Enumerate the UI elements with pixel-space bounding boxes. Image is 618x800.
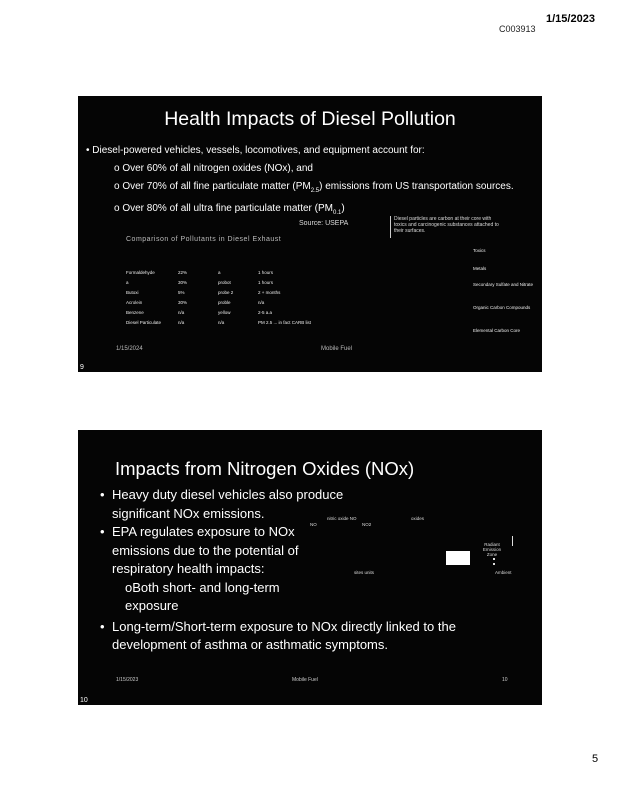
document-id: C003913 — [499, 24, 536, 34]
table-cell: probot — [218, 280, 231, 285]
page-number: 5 — [592, 753, 599, 765]
footer-center: Mobile Fuel — [292, 677, 318, 683]
bullet-item: • EPA regulates exposure to NOx emissions due to the potential of respiratory health impacts: — [100, 524, 299, 576]
footer-date: 1/15/2024 — [116, 346, 143, 352]
layer-label: Secondary Sulfate and Nitrate — [473, 282, 534, 287]
slide-number: 9 — [80, 364, 84, 371]
layer-label: Elemental Carbon Core — [473, 328, 521, 333]
table-cell: 2 + months — [258, 290, 281, 295]
figure-label: oxides — [411, 516, 425, 521]
figure-dot — [493, 563, 495, 565]
slide-number: 10 — [80, 697, 88, 704]
sub-bullet-pm01: o Over 80% of all ultra fine particulate matter $(PM_{0.1})$ — [114, 203, 345, 216]
table-cell: 30% — [178, 300, 188, 305]
bullet-list — [86, 142, 536, 222]
bullet-text: Heavy duty diesel vehicles also produce significant NOx emissions. — [112, 487, 344, 521]
table-cell: 1 hours — [258, 280, 274, 285]
sub-bullet-text: Over 80% of all ultra fine particulate matter (PM — [122, 203, 333, 214]
table-cell: Formaldehyde — [126, 270, 155, 275]
sub-bullet-text: ) emissions from US transportation sources. — [319, 181, 514, 192]
particle-note-text: Diesel particles are carbon at their core with toxics and carcinogenic substances attached to their surfaces. — [394, 216, 499, 234]
table-cell: n/a — [178, 310, 185, 315]
figure-label: Ambient — [495, 570, 512, 575]
table-cell: a — [218, 270, 221, 275]
table-cell: a — [126, 280, 129, 285]
footer-center: Mobile Fuel — [321, 346, 353, 352]
bullet-item: • Heavy duty diesel vehicles also produce significant NOx emissions. — [100, 487, 344, 521]
table-caption: Comparison of Pollutants in Diesel Exhaust — [126, 236, 282, 243]
figure-line — [512, 536, 513, 546]
subscript: 2.5 — [310, 188, 320, 194]
bullet-main-text: Diesel-powered vehicles, vessels, locomotives, and equipment account for: — [92, 145, 425, 156]
bullet-list — [100, 486, 530, 655]
table-cell: 2-5 a.a — [258, 310, 273, 315]
vehicle-illustration — [446, 551, 470, 565]
sub-bullet-text: Both short- and long-term exposure — [125, 579, 280, 613]
particle-note — [394, 216, 504, 234]
table-cell: Acrolein — [126, 300, 143, 305]
layer-label: Metals — [473, 266, 487, 271]
bullet-main: • Diesel-powered vehicles, vessels, locomotives, and equipment account for: — [86, 145, 425, 156]
slide-10 — [78, 430, 542, 705]
sub-bullet-text: Over 60% of all nitrogen oxides (NOx), and — [122, 163, 313, 174]
table-cell: Butoxi — [126, 290, 139, 295]
bullet-text: Long-term/Short-term exposure to NOx directly linked to the development of asthma or asthmatic symptoms. — [112, 618, 456, 652]
table-cell: 5% — [178, 290, 185, 295]
table-cell: n/a — [218, 320, 225, 325]
table-cell: proble — [218, 300, 231, 305]
table-cell: n/a — [178, 320, 185, 325]
slide-9 — [78, 96, 542, 372]
table-cell: Diesel Particulate — [126, 320, 162, 325]
date-stamp: 1/15/2023 — [546, 13, 595, 25]
sub-bullet-nox: o Over 60% of all nitrogen oxides (NOx), and — [114, 163, 313, 174]
subscript: 0.1 — [332, 210, 342, 216]
table-cell: Benzene — [126, 310, 144, 315]
sub-bullet: oBoth short- and long-term exposure — [125, 579, 280, 613]
figure-label: Radiant Emission Zone — [482, 542, 502, 557]
slide-title: Health Impacts of Diesel Pollution — [164, 108, 456, 130]
sub-bullet-pm25: o Over 70% of all fine particulate matter $(PM_{2.5})$ emissions from US transportation sources. — [114, 181, 514, 194]
footer-page: 10 — [502, 677, 508, 683]
figure-label: NO — [310, 522, 317, 527]
table-cell: n/a — [258, 300, 265, 305]
table-cell: probe 2 — [218, 290, 234, 295]
footer-date: 1/15/2023 — [116, 677, 139, 683]
figure-label: NO2 — [362, 522, 372, 527]
slide-title: Impacts from Nitrogen Oxides (NOx) — [115, 458, 415, 479]
table-cell: PM 2.5 ... in fact CARB list — [258, 320, 312, 325]
sub-bullet-text: Over 70% of all fine particulate matter (PM — [122, 181, 311, 192]
bullet-item: • Long-term/Short-term exposure to NOx directly linked to the development of asthma or asthmatic symptoms. — [100, 618, 456, 652]
table-cell: 30% — [178, 280, 188, 285]
layer-label: Toxics — [473, 248, 486, 253]
source-citation: Source: USEPA — [299, 220, 349, 227]
table-cell: 22% — [178, 270, 188, 275]
layer-label: Organic Carbon Compounds — [473, 305, 531, 310]
note-divider — [390, 216, 391, 238]
figure-label: sites units — [354, 570, 375, 575]
figure-dot — [493, 558, 495, 560]
bullet-text: EPA regulates exposure to NOx emissions due to the potential of respiratory health impacts: — [112, 524, 299, 576]
table-cell: 1 hours — [258, 270, 274, 275]
figure-label: nitric oxide NO — [327, 516, 357, 521]
sub-bullet-text: ) — [341, 203, 345, 214]
table-cell: yellow — [218, 310, 231, 315]
